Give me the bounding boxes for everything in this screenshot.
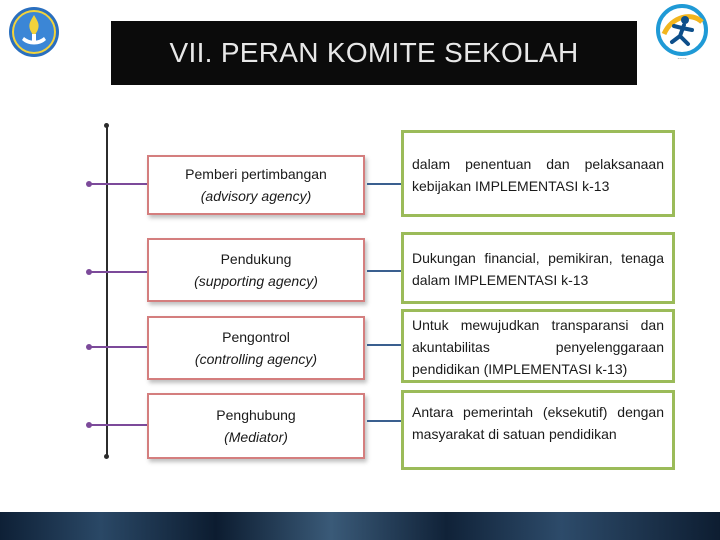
- description-box-advisory: [401, 130, 675, 217]
- role-name: Pengontrol: [222, 329, 290, 345]
- role-box-supporting: [147, 238, 365, 302]
- branch-line: [89, 346, 147, 348]
- role-description: Untuk mewujudkan transparansi dan akuntabilitas penyelenggaraan pendidikan (IMPLEMENTASI k-13): [412, 317, 664, 377]
- role-box-mediator: [147, 393, 365, 459]
- connector-line: [367, 183, 402, 185]
- branch-line: [89, 424, 147, 426]
- description-box-mediator: [401, 390, 675, 470]
- role-box-advisory: [147, 155, 365, 215]
- role-english: (supporting agency): [194, 273, 318, 289]
- tut-wuri-handayani-logo: [8, 6, 60, 58]
- svg-text:·····: ·····: [677, 56, 687, 63]
- role-box-controlling: [147, 316, 365, 380]
- vertical-axis-line: [106, 125, 108, 457]
- title-banner: [111, 21, 637, 85]
- footer-band: [0, 512, 720, 540]
- role-name: Pemberi pertimbangan: [185, 166, 327, 182]
- branch-line: [89, 183, 147, 185]
- kurikulum-logo: [654, 4, 710, 64]
- role-english: (controlling agency): [194, 351, 318, 367]
- connector-line: [367, 270, 402, 272]
- role-name: Penghubung: [216, 407, 296, 423]
- axis-bottom-dot: [104, 454, 109, 459]
- axis-top-dot: [104, 123, 109, 128]
- page-title: VII. PERAN KOMITE SEKOLAH: [169, 37, 579, 68]
- role-description: Antara pemerintah (eksekutif) dengan masyarakat di satuan pendidikan: [412, 404, 664, 442]
- branch-line: [89, 271, 147, 273]
- connector-line: [367, 344, 402, 346]
- role-english: (Mediator): [224, 429, 288, 445]
- role-english: (advisory agency): [200, 188, 312, 204]
- connector-line: [367, 420, 402, 422]
- role-name: Pendukung: [220, 251, 292, 267]
- description-box-controlling: [401, 309, 675, 383]
- role-description: Dukungan financial, pemikiran, tenaga dalam IMPLEMENTASI k-13: [412, 250, 664, 288]
- role-description: dalam penentuan dan pelaksanaan kebijakan IMPLEMENTASI k-13: [412, 156, 664, 194]
- description-box-supporting: [401, 232, 675, 304]
